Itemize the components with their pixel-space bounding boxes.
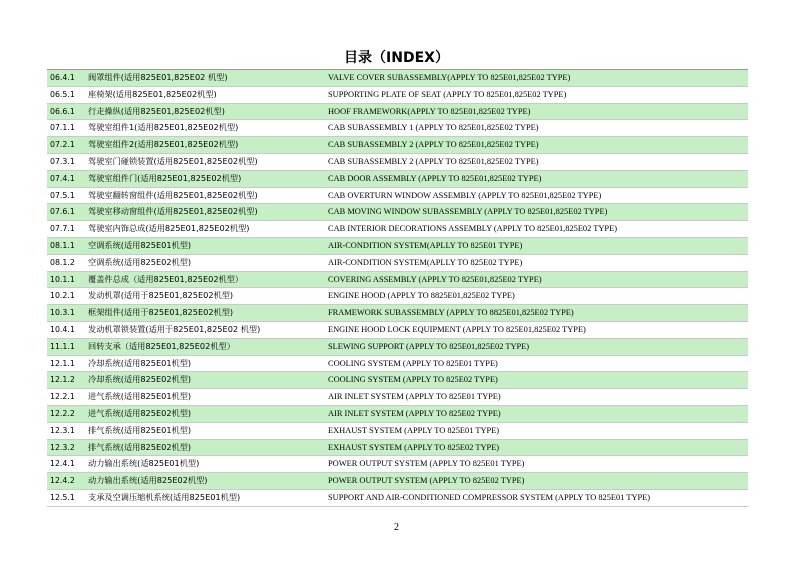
entry-code: 06.6.1 xyxy=(47,103,88,120)
entry-code: 12.2.1 xyxy=(47,389,88,406)
entry-title-en: ENGINE HOOD (APPLY TO 8825E01,825E02 TYPE) xyxy=(328,288,748,305)
index-row xyxy=(47,321,748,338)
entry-title-cn: 驾驶室门碰锁装置(适用825E01,825E02机型) xyxy=(88,153,328,170)
entry-code: 10.3.1 xyxy=(47,305,88,322)
index-row xyxy=(47,288,748,305)
entry-title-cn: 支承及空调压缩机系统(适用825E01机型) xyxy=(88,489,328,506)
entry-code: 07.7.1 xyxy=(47,221,88,238)
index-row xyxy=(47,221,748,238)
index-row xyxy=(47,405,748,422)
entry-title-cn: 动力输出系统(适825E01机型) xyxy=(88,456,328,473)
entry-title-cn: 发动机罩(适用于825E01,825E02机型) xyxy=(88,288,328,305)
entry-title-cn: 冷却系统(适用825E02机型) xyxy=(88,372,328,389)
entry-title-en: ENGINE HOOD LOCK EQUIPMENT (APPLY TO 825E01,825E02 TYPE) xyxy=(328,321,748,338)
entry-title-cn: 动力输出系统(适用825E02机型) xyxy=(88,473,328,490)
entry-code: 12.4.2 xyxy=(47,473,88,490)
index-row xyxy=(47,473,748,490)
index-row xyxy=(47,70,748,87)
index-row xyxy=(47,439,748,456)
entry-title-cn: 进气系统(适用825E01机型) xyxy=(88,389,328,406)
index-row xyxy=(47,204,748,221)
entry-title-cn: 排气系统(适用825E02机型) xyxy=(88,439,328,456)
entry-title-en: AIR-CONDITION SYSTEM(APLLY TO 825E02 TYPE) xyxy=(328,254,748,271)
index-row xyxy=(47,456,748,473)
index-row xyxy=(47,187,748,204)
page-number: 2 xyxy=(394,522,399,533)
entry-code: 11.1.1 xyxy=(47,338,88,355)
entry-title-en: EXHAUST SYSTEM (APPLY TO 825E01 TYPE) xyxy=(328,422,748,439)
entry-code: 07.1.1 xyxy=(47,120,88,137)
entry-code: 10.4.1 xyxy=(47,321,88,338)
entry-title-en: CAB SUBASSEMBLY 1 (APPLY TO 825E01,825E02 TYPE) xyxy=(328,120,748,137)
index-row xyxy=(47,355,748,372)
entry-title-en: COOLING SYSTEM (APPLY TO 825E02 TYPE) xyxy=(328,372,748,389)
entry-title-en: CAB INTERIOR DECORATIONS ASSEMBLY (APPLY TO 825E01,825E02 TYPE) xyxy=(328,221,748,238)
entry-title-en: SUPPORT AND AIR-CONDITIONED COMPRESSOR SYSTEM (APPLY TO 825E01 TYPE) xyxy=(328,489,748,506)
entry-title-en: POWER OUTPUT SYSTEM (APPLY TO 825E02 TYPE) xyxy=(328,473,748,490)
entry-title-en: HOOF FRAMEWORK(APPLY TO 825E01,825E02 TYPE) xyxy=(328,103,748,120)
entry-code: 08.1.1 xyxy=(47,237,88,254)
entry-title-en: SUPPORTING PLATE OF SEAT (APPLY TO 825E01,825E02 TYPE) xyxy=(328,86,748,103)
entry-title-en: AIR INLET SYSTEM (APPLY TO 825E01 TYPE) xyxy=(328,389,748,406)
entry-code: 07.6.1 xyxy=(47,204,88,221)
entry-title-cn: 空调系统(适用825E02机型) xyxy=(88,254,328,271)
entry-code: 10.1.1 xyxy=(47,271,88,288)
entry-code: 12.1.1 xyxy=(47,355,88,372)
index-row xyxy=(47,389,748,406)
entry-code: 10.2.1 xyxy=(47,288,88,305)
index-table xyxy=(47,69,748,507)
entry-title-en: CAB SUBASSEMBLY 2 (APPLY TO 825E01,825E02 TYPE) xyxy=(328,137,748,154)
entry-title-cn: 阀罩组件(适用825E01,825E02 机型) xyxy=(88,70,328,87)
entry-title-cn: 覆盖件总成（适用825E01,825E02机型） xyxy=(88,271,328,288)
entry-code: 12.1.2 xyxy=(47,372,88,389)
entry-code: 06.4.1 xyxy=(47,70,88,87)
index-table-body xyxy=(47,70,748,507)
index-row xyxy=(47,237,748,254)
entry-title-en: FRAMEWORK SUBASSEMBLY (APPLY TO 8825E01,825E02 TYPE) xyxy=(328,305,748,322)
entry-code: 12.3.1 xyxy=(47,422,88,439)
entry-code: 07.2.1 xyxy=(47,137,88,154)
entry-code: 07.4.1 xyxy=(47,170,88,187)
entry-title-cn: 驾驶室内饰总成(适用825E01,825E02机型) xyxy=(88,221,328,238)
entry-code: 06.5.1 xyxy=(47,86,88,103)
entry-title-en: AIR-CONDITION SYSTEM(APLLY TO 825E01 TYPE) xyxy=(328,237,748,254)
index-row xyxy=(47,153,748,170)
index-row xyxy=(47,86,748,103)
entry-title-en: AIR INLET SYSTEM (APPLY TO 825E02 TYPE) xyxy=(328,405,748,422)
entry-title-en: COOLING SYSTEM (APPLY TO 825E01 TYPE) xyxy=(328,355,748,372)
entry-title-en: CAB MOVING WINDOW SUBASSEMBLY (APPLY TO 825E01,825E02 TYPE) xyxy=(328,204,748,221)
index-row xyxy=(47,254,748,271)
entry-code: 07.5.1 xyxy=(47,187,88,204)
entry-code: 12.3.2 xyxy=(47,439,88,456)
entry-title-en: POWER OUTPUT SYSTEM (APPLY TO 825E01 TYPE) xyxy=(328,456,748,473)
entry-title-cn: 座椅架(适用825E01,825E02机型) xyxy=(88,86,328,103)
index-row xyxy=(47,120,748,137)
entry-title-en: COVERING ASSEMBLY (APPLY TO 825E01,825E02 TYPE) xyxy=(328,271,748,288)
entry-code: 12.2.2 xyxy=(47,405,88,422)
entry-title-en: SLEWING SUPPORT (APPLY TO 825E01,825E02 TYPE) xyxy=(328,338,748,355)
index-row xyxy=(47,422,748,439)
entry-title-cn: 冷却系统(适用825E01机型) xyxy=(88,355,328,372)
entry-title-en: VALVE COVER SUBASSEMBLY(APPLY TO 825E01,825E02 TYPE) xyxy=(328,70,748,87)
entry-title-en: EXHAUST SYSTEM (APPLY TO 825E02 TYPE) xyxy=(328,439,748,456)
index-row xyxy=(47,372,748,389)
entry-title-cn: 发动机罩锁装置(适用于825E01,825E02 机型) xyxy=(88,321,328,338)
entry-title-cn: 驾驶室组件门(适用825E01,825E02机型) xyxy=(88,170,328,187)
entry-title-en: CAB OVERTURN WINDOW ASSEMBLY (APPLY TO 825E01,825E02 TYPE) xyxy=(328,187,748,204)
page-title: 目录（INDEX） xyxy=(344,50,449,66)
entry-title-cn: 进气系统(适用825E02机型) xyxy=(88,405,328,422)
entry-code: 08.1.2 xyxy=(47,254,88,271)
index-row xyxy=(47,103,748,120)
index-row xyxy=(47,271,748,288)
entry-title-cn: 驾驶室翻转窗组件(适用825E01,825E02机型) xyxy=(88,187,328,204)
entry-title-cn: 驾驶室移动窗组件(适用825E01,825E02机型) xyxy=(88,204,328,221)
entry-title-en: CAB SUBASSEMBLY 2 (APPLY TO 825E01,825E02 TYPE) xyxy=(328,153,748,170)
index-row xyxy=(47,137,748,154)
entry-title-cn: 空调系统(适用825E01机型) xyxy=(88,237,328,254)
index-row xyxy=(47,338,748,355)
entry-title-cn: 回转支承（适用825E01,825E02机型） xyxy=(88,338,328,355)
index-row xyxy=(47,489,748,506)
entry-title-cn: 行走操纵(适用825E01,825E02机型) xyxy=(88,103,328,120)
entry-title-cn: 框架组件(适用于825E01,825E02机型) xyxy=(88,305,328,322)
entry-title-cn: 驾驶室组件2(适用825E01,825E02机型) xyxy=(88,137,328,154)
entry-code: 07.3.1 xyxy=(47,153,88,170)
entry-code: 12.5.1 xyxy=(47,489,88,506)
index-row xyxy=(47,305,748,322)
index-row xyxy=(47,170,748,187)
entry-title-en: CAB DOOR ASSEMBLY (APPLY TO 825E01,825E02 TYPE) xyxy=(328,170,748,187)
entry-title-cn: 排气系统(适用825E01机型) xyxy=(88,422,328,439)
entry-code: 12.4.1 xyxy=(47,456,88,473)
entry-title-cn: 驾驶室组件1(适用825E01,825E02机型) xyxy=(88,120,328,137)
